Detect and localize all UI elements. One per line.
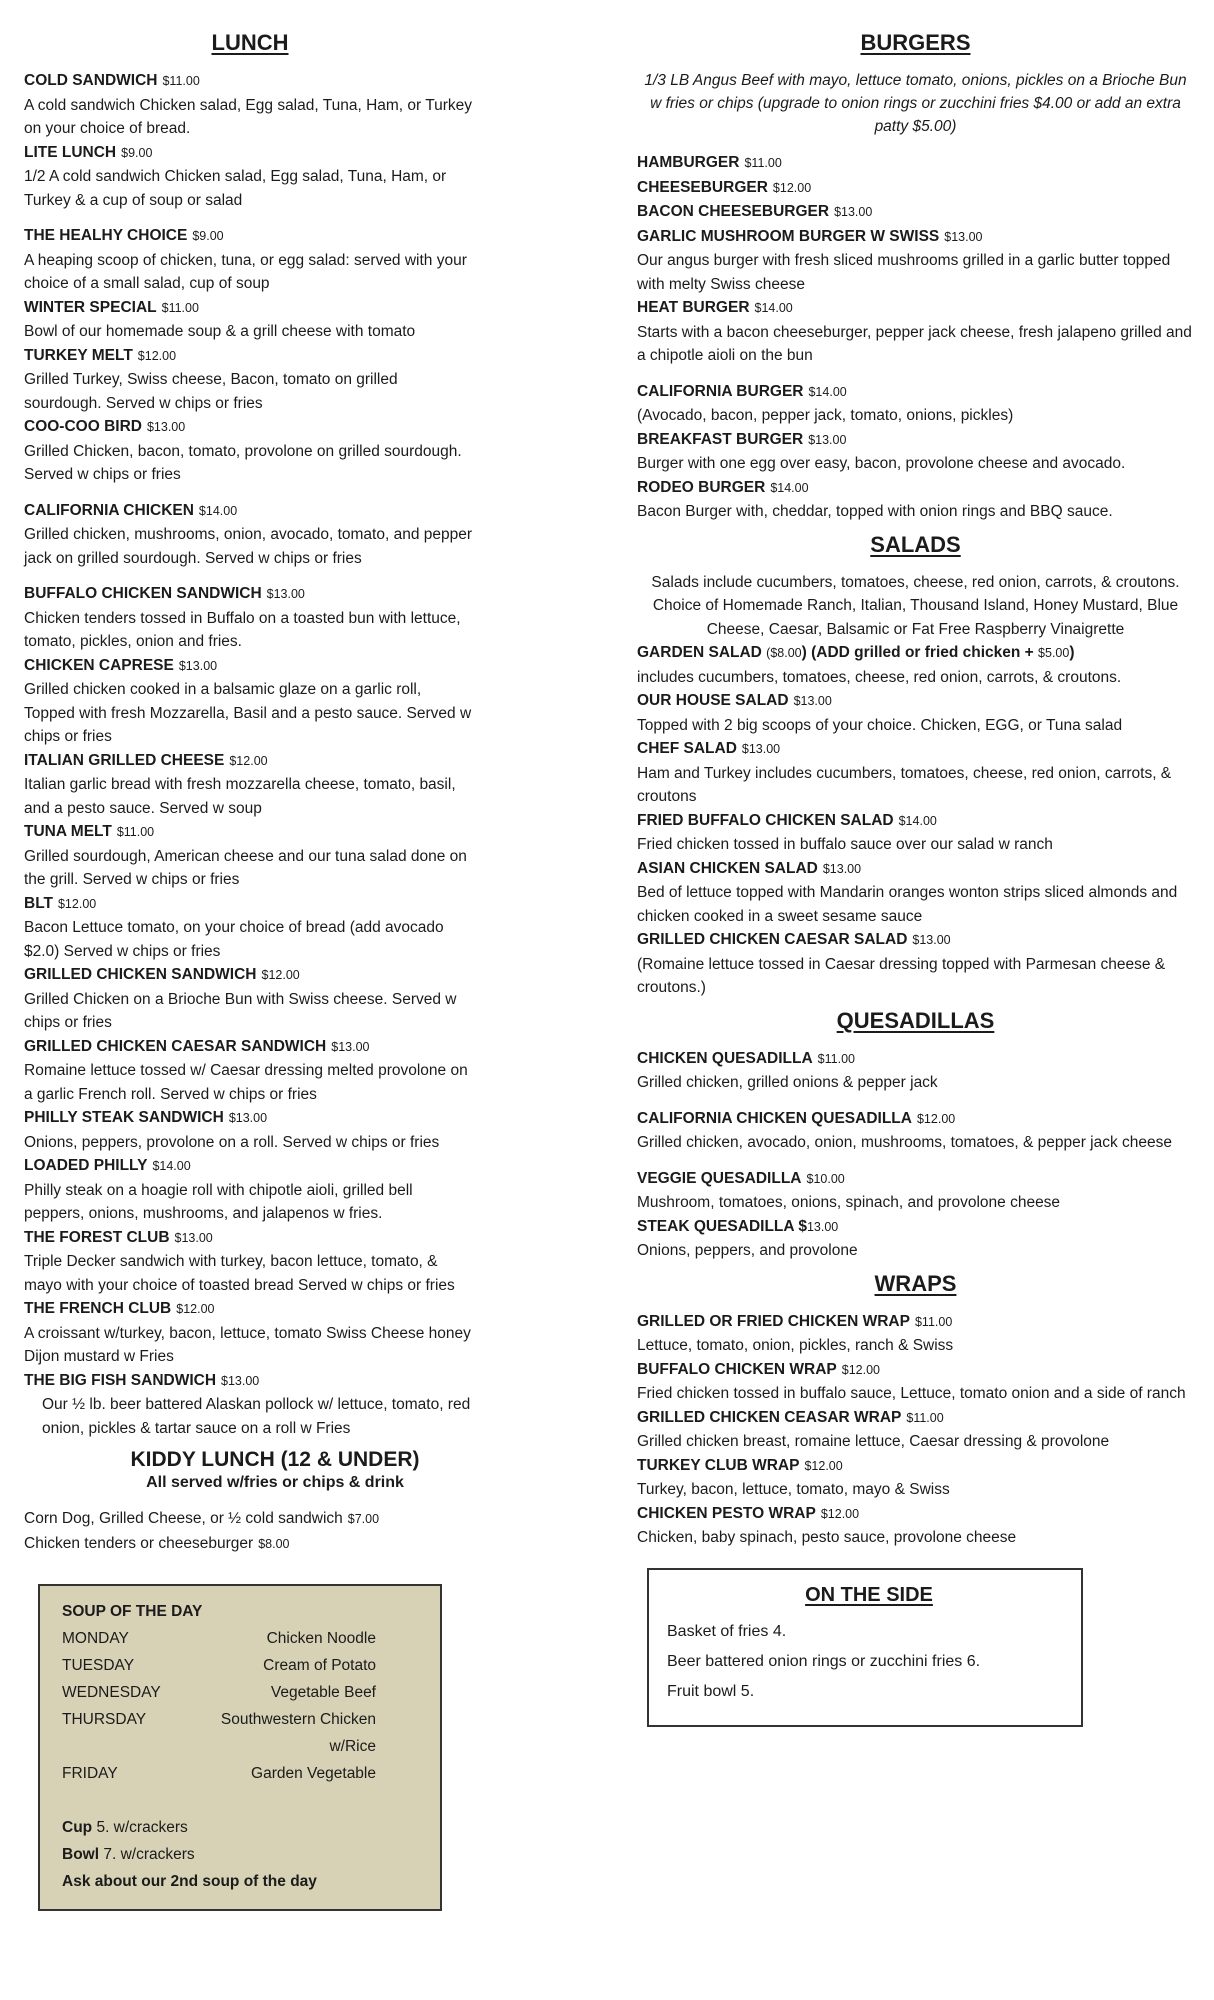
menu-item-price: $14.00 <box>152 1159 191 1173</box>
menu-item-description: Fried chicken tossed in buffalo sauce, Lettuce, tomato onion and a side of ranch <box>637 1385 1186 1402</box>
menu-item-title <box>637 476 1194 501</box>
on-the-side-line: Basket of fries 4. <box>667 1622 787 1640</box>
menu-item-price: $12.00 <box>229 753 268 768</box>
menu-item <box>24 1369 476 1441</box>
kiddy-lunch-line <box>24 1532 476 1557</box>
menu-item-price: $11.00 <box>914 1314 953 1329</box>
menu-item-name: THE HEALHY CHOICE <box>24 227 188 244</box>
section-header <box>637 30 1194 56</box>
menu-item-price: $13.00 <box>834 205 873 219</box>
menu-item <box>637 476 1194 524</box>
menu-section <box>637 532 1194 1000</box>
menu-item-title <box>24 1369 476 1394</box>
menu-item-title <box>637 428 1194 453</box>
menu-item-title <box>637 1310 1194 1335</box>
menu-item-price: $12.00 <box>772 180 812 195</box>
menu-item <box>637 225 1194 297</box>
menu-item-title <box>637 296 1194 321</box>
menu-item <box>637 689 1194 737</box>
menu-item-price: $12.00 <box>804 1458 843 1473</box>
lunch-header <box>24 30 476 56</box>
menu-item <box>24 415 476 487</box>
menu-item-description: A croissant w/turkey, bacon, lettuce, tomato Swiss Cheese honey Dijon mustard w Fries <box>24 1324 471 1365</box>
menu-item-title <box>24 654 476 679</box>
soup-day-value: Southwestern Chicken w/Rice <box>220 1711 376 1755</box>
menu-item <box>24 69 476 141</box>
menu-item-description: Grilled chicken breast, romaine lettuce, Caesar dressing & provolone <box>637 1433 1110 1450</box>
soup-cup-text: 5. w/crackers <box>96 1819 188 1836</box>
menu-item-title <box>637 689 1194 714</box>
menu-item-price: 13.00 <box>806 1219 839 1234</box>
soup-box-spacer <box>62 1787 422 1814</box>
menu-item-name: GARLIC MUSHROOM BURGER W SWISS <box>637 227 940 245</box>
menu-item-description: Grilled chicken, avocado, onion, mushrooms, tomatoes, & pepper jack cheese <box>637 1134 1173 1151</box>
soup-day-name: TUESDAY <box>62 1657 135 1674</box>
menu-item-price: $14.00 <box>754 301 793 315</box>
menu-item-name: THE FRENCH CLUB <box>24 1300 172 1317</box>
menu-item-description: Our angus burger with fresh sliced mushrooms grilled in a garlic butter topped with melty Swiss cheese <box>637 252 1171 293</box>
menu-item-name: THE BIG FISH SANDWICH <box>24 1371 217 1389</box>
menu-item-name: FRIED BUFFALO CHICKEN SALAD <box>637 811 894 829</box>
menu-item <box>24 582 476 654</box>
menu-item-description: Bed of lettuce topped with Mandarin oranges wonton strips sliced almonds and chicken cooked in a sweet sesame sauce <box>637 884 1178 925</box>
menu-item-title <box>24 344 476 369</box>
menu-item-name: VEGGIE QUESADILLA <box>637 1169 802 1187</box>
menu-item-description: Onions, peppers, provolone on a roll. Served w chips or fries <box>24 1133 440 1151</box>
menu-item-price: $5.00 <box>1038 646 1070 660</box>
menu-item-title <box>24 892 476 917</box>
menu-item <box>637 1107 1194 1155</box>
menu-item-description: (Romaine lettuce tossed in Caesar dressing topped with Parmesan cheese & croutons.) <box>637 955 1166 996</box>
section-intro: Choice of Homemade Ranch, Italian, Thousand Island, Honey Mustard, Blue Cheese, Caesar, Balsamic or Fat Free Raspberry Vinaigrette <box>652 597 1179 638</box>
menu-item-description: Mushroom, tomatoes, onions, spinach, and provolone cheese <box>637 1194 1061 1211</box>
menu-item <box>637 928 1194 1000</box>
menu-item-description: Italian garlic bread with fresh mozzarella cheese, tomato, basil, and a pesto sauce. Served w soup <box>24 776 456 817</box>
menu-item-description: Chicken, baby spinach, pesto sauce, provolone cheese <box>637 1529 1017 1546</box>
menu-item <box>637 809 1194 857</box>
menu-item-description: Romaine lettuce tossed w/ Caesar dressing melted provolone on a garlic French roll. Served w chips or fries <box>24 1062 468 1103</box>
soup-bowl-text: 7. w/crackers <box>103 1846 195 1863</box>
menu-item-name: CALIFORNIA BURGER <box>637 382 804 400</box>
menu-item-name: GRILLED CHICKEN CEASAR WRAP <box>637 1408 902 1426</box>
menu-item <box>24 1106 476 1154</box>
menu-item <box>637 737 1194 809</box>
right-column <box>637 22 1194 1727</box>
on-the-side-line: Beer battered onion rings or zucchini fries 6. <box>667 1652 981 1670</box>
menu-item-title <box>637 1502 1194 1527</box>
menu-item-price: $14.00 <box>770 480 809 495</box>
lunch-item-list <box>24 69 476 1440</box>
menu-item <box>24 963 476 1035</box>
menu-item-price: $13.00 <box>741 742 781 756</box>
menu-item-description: Topped with 2 big scoops of your choice. Chicken, EGG, or Tuna salad <box>637 716 1123 734</box>
menu-item-name: TURKEY CLUB WRAP <box>637 1456 800 1474</box>
menu-item-name: CHEESEBURGER <box>637 178 768 196</box>
menu-item-price: $13.00 <box>174 1230 213 1245</box>
menu-item-price: $10.00 <box>806 1171 845 1186</box>
soup-day-name: FRIDAY <box>62 1765 118 1782</box>
kiddy-lunch-line <box>24 1507 476 1532</box>
menu-item-price: $9.00 <box>121 145 153 160</box>
menu-item <box>24 749 476 821</box>
menu-item-description: Grilled Chicken on a Brioche Bun with Swiss cheese. Served w chips or fries <box>24 990 457 1031</box>
kiddy-line-text: Corn Dog, Grilled Cheese, or ½ cold sandwich <box>24 1510 343 1527</box>
kiddy-line-text: Chicken tenders or cheeseburger <box>24 1534 254 1552</box>
soup-bowl-label: Bowl <box>62 1846 100 1863</box>
menu-item-title <box>24 1035 476 1060</box>
menu-item-price: $11.00 <box>116 825 155 839</box>
menu-item-price: $14.00 <box>198 503 238 518</box>
section-header-text: QUESADILLAS <box>836 1007 995 1033</box>
menu-item-name: OUR HOUSE SALAD <box>637 692 789 709</box>
menu-item <box>24 892 476 964</box>
menu-item-name: GRILLED CHICKEN CAESAR SANDWICH <box>24 1037 327 1055</box>
menu-item-title <box>24 963 476 988</box>
menu-item <box>637 1310 1194 1358</box>
section-header <box>637 1008 1194 1034</box>
menu-item-title <box>24 141 476 166</box>
menu-item-title <box>24 1106 476 1131</box>
menu-section <box>637 1008 1194 1263</box>
menu-item <box>637 1047 1194 1095</box>
menu-item <box>24 1035 476 1107</box>
menu-item <box>637 176 1194 201</box>
menu-item-description: Grilled Chicken, bacon, tomato, provolone on grilled sourdough. Served w chips or fries <box>24 442 462 483</box>
menu-item-description: Fried chicken tossed in buffalo sauce over our salad w ranch <box>637 836 1053 853</box>
soup-bowl-line <box>62 1841 422 1868</box>
menu-item-title <box>24 820 476 845</box>
menu-item-name: CALIFORNIA CHICKEN QUESADILLA <box>637 1109 912 1127</box>
menu-item-title <box>637 176 1194 201</box>
soup-day-value: Cream of Potato <box>263 1657 376 1674</box>
menu-item-name: BREAKFAST BURGER <box>637 430 804 448</box>
section-header <box>637 532 1194 558</box>
menu-item-name: CHICKEN PESTO WRAP <box>637 1504 816 1522</box>
menu-item-price: $14.00 <box>898 813 937 828</box>
soup-day-row <box>62 1652 422 1679</box>
menu-item-title <box>24 224 476 249</box>
right-section-list <box>637 30 1194 1550</box>
menu-item-title <box>637 1454 1194 1479</box>
menu-item-description: Lettuce, tomato, onion, pickles, ranch & Swiss <box>637 1337 954 1354</box>
menu-item-name: BACON CHEESEBURGER <box>637 203 830 220</box>
menu-item-title <box>24 296 476 321</box>
menu-item-price: $13.00 <box>793 694 832 708</box>
section-header-text: BURGERS <box>860 30 971 55</box>
menu-item-title <box>24 415 476 440</box>
menu-item-title <box>24 749 476 774</box>
menu-item <box>637 1215 1194 1263</box>
menu-item <box>24 141 476 213</box>
soup-cup-line <box>62 1814 422 1841</box>
menu-item-name: ITALIAN GRILLED CHEESE <box>24 751 225 769</box>
on-the-side-box <box>647 1568 1083 1727</box>
menu-item-name: WINTER SPECIAL <box>24 298 157 316</box>
menu-item-price: $11.00 <box>744 156 782 170</box>
menu-item-price: $13.00 <box>178 658 218 673</box>
menu-item-description: 1/2 A cold sandwich Chicken salad, Egg salad, Tuna, Ham, or Turkey & a cup of soup or salad <box>24 168 447 209</box>
menu-item-title <box>637 1047 1194 1072</box>
menu-item-name: ASIAN CHICKEN SALAD <box>637 859 818 877</box>
menu-item-price: $11.00 <box>161 300 199 315</box>
soup-box-title: SOUP OF THE DAY <box>62 1603 203 1620</box>
soup-day-name: THURSDAY <box>62 1711 147 1728</box>
menu-item-description: (Avocado, bacon, pepper jack, tomato, onions, pickles) <box>637 407 1014 424</box>
menu-item <box>24 1226 476 1298</box>
on-the-side-header-text: ON THE SIDE <box>805 1583 933 1606</box>
menu-item-price: $13.00 <box>944 229 983 244</box>
kiddy-lunch-section <box>24 1448 476 1556</box>
menu-item-name: CALIFORNIA CHICKEN <box>24 501 194 519</box>
menu-item-price: $13.00 <box>331 1039 370 1054</box>
menu-item-name: THE FOREST CLUB <box>24 1228 170 1246</box>
menu-item-title <box>24 1226 476 1251</box>
menu-item-title <box>637 1215 1194 1240</box>
menu-item-description: includes cucumbers, tomatoes, cheese, red onion, carrots, & croutons. <box>637 668 1122 686</box>
menu-item-name: CHEF SALAD <box>637 740 737 757</box>
menu-item-title <box>637 737 1194 762</box>
menu-item-title <box>637 151 1194 176</box>
menu-item-title <box>637 1358 1194 1383</box>
menu-item-description: Bowl of our homemade soup & a grill cheese with tomato <box>24 323 416 340</box>
menu-item-title <box>637 857 1194 882</box>
menu-item-description: Burger with one egg over easy, bacon, provolone cheese and avocado. <box>637 455 1126 472</box>
section-header-text: SALADS <box>870 531 961 557</box>
menu-item-name: COLD SANDWICH <box>24 72 158 89</box>
menu-item-price: $12.00 <box>261 968 300 982</box>
soup-day-row <box>62 1706 422 1760</box>
menu-item-price: $12.00 <box>841 1362 881 1377</box>
menu-item-name: LITE LUNCH <box>24 143 117 161</box>
menu-item-description: Grilled chicken, mushrooms, onion, avocado, tomato, and pepper jack on grilled sourdough. Served w chips or fries <box>24 526 473 567</box>
soup-day-value: Chicken Noodle <box>266 1630 376 1647</box>
soup-day-name: WEDNESDAY <box>62 1684 161 1701</box>
menu-item <box>637 151 1194 176</box>
menu-item-name: PHILLY STEAK SANDWICH <box>24 1109 224 1126</box>
menu-item-title <box>637 380 1194 405</box>
menu-item-name: GRILLED CHICKEN SANDWICH <box>24 966 257 983</box>
menu-item-title <box>637 641 1194 666</box>
menu-item-name: TURKEY MELT <box>24 346 133 364</box>
menu-item-price: $12.00 <box>137 348 177 363</box>
soup-day-value: Vegetable Beef <box>270 1684 376 1701</box>
soup-of-the-day-box <box>38 1584 442 1911</box>
menu-item-price: $12.00 <box>916 1111 956 1126</box>
menu-item <box>637 428 1194 476</box>
menu-item-name: COO-COO BIRD <box>24 418 142 435</box>
section-header <box>637 1271 1194 1297</box>
menu-item-description: Bacon Lettuce tomato, on your choice of bread (add avocado $2.0) Served w chips or fries <box>24 919 444 960</box>
menu-item <box>637 1454 1194 1502</box>
kiddy-line-price: $8.00 <box>258 1536 290 1551</box>
menu-item-title <box>637 928 1194 953</box>
menu-item-price: $11.00 <box>162 74 200 88</box>
menu-item-title <box>637 200 1194 225</box>
menu-item-price: $13.00 <box>228 1111 268 1125</box>
menu-item-name: STEAK QUESADILLA $ <box>637 1217 807 1235</box>
on-the-side-header <box>667 1584 1071 1607</box>
menu-item-description: Turkey, bacon, lettuce, tomato, mayo & Swiss <box>637 1481 950 1498</box>
menu-item-name: HAMBURGER <box>637 154 740 171</box>
menu-item-price: $14.00 <box>808 384 847 399</box>
menu-item <box>24 224 476 296</box>
soup-day-name: MONDAY <box>62 1630 129 1647</box>
menu-item-description: Grilled chicken, grilled onions & pepper jack <box>637 1074 938 1091</box>
menu-item-description: Philly steak on a hoagie roll with chipotle aioli, grilled bell peppers, onions, mushrooms, and jalapenos w fries. <box>24 1181 413 1222</box>
menu-item <box>24 1297 476 1369</box>
menu-item-name: GRILLED CHICKEN CAESAR SALAD <box>637 931 908 948</box>
menu-item-price: $13.00 <box>221 1373 260 1388</box>
menu-item-title <box>24 1154 476 1179</box>
soup-day-row <box>62 1679 422 1706</box>
kiddy-lunch-title: KIDDY LUNCH (12 & UNDER) <box>130 1448 420 1471</box>
menu-item-name: CHICKEN QUESADILLA <box>637 1049 813 1067</box>
on-the-side-lines <box>667 1617 1071 1707</box>
menu-item-name: BUFFALO CHICKEN SANDWICH <box>24 585 262 602</box>
menu-item-name: BLT <box>24 894 53 912</box>
lunch-column <box>24 22 476 1911</box>
menu-item-name: GARDEN SALAD <box>637 644 767 661</box>
menu-item-title <box>637 1406 1194 1431</box>
menu-item-price: $13.00 <box>146 420 186 434</box>
menu-item <box>637 296 1194 368</box>
menu-item-name: TUNA MELT <box>24 823 112 840</box>
soup-day-row <box>62 1625 422 1652</box>
menu-item-title <box>637 1107 1194 1132</box>
menu-item-description: Ham and Turkey includes cucumbers, tomatoes, cheese, red onion, carrots, & croutons <box>637 764 1172 805</box>
menu-item <box>637 1502 1194 1550</box>
menu-item-description: A heaping scoop of chicken, tuna, or egg salad: served with your choice of a small salad, cup of soup <box>24 251 467 292</box>
menu-item-price: $13.00 <box>808 432 847 447</box>
menu-item <box>637 1358 1194 1406</box>
menu-item-title <box>637 1167 1194 1192</box>
menu-item-description: Onions, peppers, and provolone <box>637 1242 858 1259</box>
soup-day-row <box>62 1760 422 1787</box>
soup-cup-label: Cup <box>62 1819 93 1836</box>
menu-item <box>637 857 1194 929</box>
menu-item-price: $13.00 <box>266 587 305 601</box>
soup-day-list <box>62 1625 422 1787</box>
menu-item-name: GRILLED OR FRIED CHICKEN WRAP <box>637 1312 910 1330</box>
menu-item-price: $13.00 <box>822 861 862 876</box>
menu-item-name: HEAT BURGER <box>637 299 750 316</box>
menu-item <box>637 200 1194 225</box>
menu-section <box>637 30 1194 524</box>
menu-item-description: Starts with a bacon cheeseburger, pepper jack cheese, fresh jalapeno grilled and a chipotle aioli on the bun <box>637 323 1192 364</box>
menu-item-title <box>24 1297 476 1322</box>
menu-item <box>24 296 476 344</box>
menu-item-price: $11.00 <box>906 1410 944 1425</box>
menu-item-name: LOADED PHILLY <box>24 1157 148 1174</box>
menu-item <box>637 380 1194 428</box>
menu-item-title <box>24 582 476 607</box>
kiddy-lunch-lines <box>24 1507 476 1556</box>
menu-item-title <box>637 225 1194 250</box>
menu-item <box>24 654 476 749</box>
menu-item <box>637 641 1194 689</box>
menu-item-name: ) <box>1069 644 1075 661</box>
menu-item <box>637 1406 1194 1454</box>
menu-item-description: Grilled sourdough, American cheese and our tuna salad done on the grill. Served w chips or fries <box>24 847 467 888</box>
menu-item-name: RODEO BURGER <box>637 478 766 496</box>
menu-item-title <box>637 809 1194 834</box>
lunch-header-text: LUNCH <box>211 30 289 55</box>
kiddy-lunch-subtitle: All served w/fries or chips & drink <box>146 1474 404 1491</box>
menu-item-description: A cold sandwich Chicken salad, Egg salad, Tuna, Ham, or Turkey on your choice of bread. <box>24 96 473 137</box>
menu-item-price: ($8.00 <box>766 646 802 660</box>
section-header-text: WRAPS <box>874 1270 957 1296</box>
menu-item-name: BUFFALO CHICKEN WRAP <box>637 1360 837 1378</box>
menu-item-name: CHICKEN CAPRESE <box>24 656 174 674</box>
section-intro: 1/3 LB Angus Beef with mayo, lettuce tomato, onions, pickles on a Brioche Bun w fries or chips (upgrade to onion rings or zucchini fries $4.00 or add an extra patty $5.00) <box>644 72 1187 135</box>
menu-item-price: $11.00 <box>817 1051 855 1066</box>
menu-item-name: ) (ADD grilled or fried chicken + <box>801 644 1039 661</box>
menu-item <box>24 1154 476 1226</box>
menu-item-description: Chicken tenders tossed in Buffalo on a toasted bun with lettuce, tomato, pickles, onion and fries. <box>24 609 461 650</box>
on-the-side-line: Fruit bowl 5. <box>667 1682 755 1700</box>
menu-item-description: Triple Decker sandwich with turkey, bacon lettuce, tomato, & mayo with your choice of toasted bread Served w chips or fries <box>24 1253 455 1294</box>
section-intro: Salads include cucumbers, tomatoes, cheese, red onion, carrots, & croutons. <box>651 573 1180 591</box>
menu-section <box>637 1271 1194 1550</box>
menu-item-price: $12.00 <box>57 896 97 911</box>
menu-item <box>24 499 476 571</box>
menu-item-price: $12.00 <box>820 1506 860 1521</box>
menu-item-description: Bacon Burger with, cheddar, topped with onion rings and BBQ sauce. <box>637 503 1113 520</box>
soup-day-value: Garden Vegetable <box>251 1765 376 1782</box>
menu-item <box>24 820 476 892</box>
menu-item <box>637 1167 1194 1215</box>
menu-item-title <box>24 69 476 94</box>
menu-item-title <box>24 499 476 524</box>
menu-item-price: $12.00 <box>176 1302 215 1316</box>
menu-item-description: Grilled Turkey, Swiss cheese, Bacon, tomato on grilled sourdough. Served w chips or fries <box>24 371 398 412</box>
kiddy-line-price: $7.00 <box>347 1512 380 1526</box>
menu-item <box>24 344 476 416</box>
menu-item-description: Grilled chicken cooked in a balsamic glaze on a garlic roll, Topped with fresh Mozzarella, Basil and a pesto sauce. Served w chips or fries <box>24 681 472 745</box>
soup-box-note: Ask about our 2nd soup of the day <box>62 1873 317 1890</box>
menu-item-description: Our ½ lb. beer battered Alaskan pollock w/ lettuce, tomato, red onion, pickles & tartar sauce on a roll w Fries <box>42 1396 471 1437</box>
menu-item-price: $13.00 <box>912 933 951 947</box>
menu-item-price: $9.00 <box>192 229 224 243</box>
